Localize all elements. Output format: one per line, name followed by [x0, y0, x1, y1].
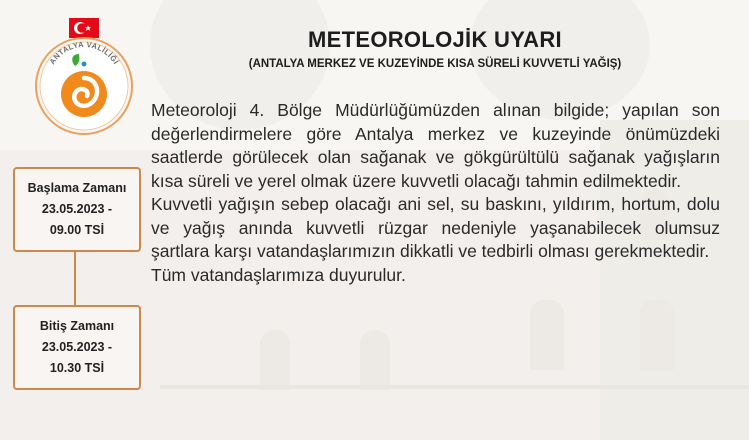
- start-time-box: [13, 167, 141, 252]
- end-time: 10.30 TSİ: [49, 361, 105, 375]
- antalya-valiligi-logo: [32, 16, 136, 136]
- start-time: 09.00 TSİ: [49, 223, 105, 237]
- warning-body: [151, 99, 720, 287]
- warning-paragraph-2: Kuvvetli yağışın sebep olacağı ani sel, su baskını, yıldırım, hortum, dolu ve yağış anında kuvvetli rüzgar nedeniyle yaşanabilecek olumsuz şartlara karşı vatandaşlarımızın dikkatli ve tedbirli olması gerekmektedir.: [151, 194, 720, 261]
- warning-paragraph-3: Tüm vatandaşlarımıza duyurulur.: [151, 264, 406, 285]
- end-time-label: Bitiş Zamanı: [39, 319, 115, 333]
- start-date: 23.05.2023 -: [41, 202, 113, 216]
- page-subtitle: (ANTALYA MERKEZ VE KUZEYİNDE KISA SÜRELİ KUVVETLİ YAĞIŞ): [248, 58, 622, 70]
- warning-paragraph-1: Meteoroloji 4. Bölge Müdürlüğümüzden alınan bilgide; yapılan son değerlendirmelere göre Antalya merkez ve kuzeyinde önümüzdeki saatlerde görülecek olan sağanak ve gökgürültülü sağanak yağışların kısa süreli ve yerel olmak üzere kuvvetli olacağı tahmin edilmektedir.: [151, 100, 720, 191]
- end-date: 23.05.2023 -: [41, 340, 113, 354]
- page-title: METEOROLOJİK UYARI: [308, 27, 562, 52]
- turkish-flag-icon: [69, 18, 99, 38]
- timeline-connector: [74, 250, 76, 305]
- end-time-box: [13, 305, 141, 390]
- start-time-label: Başlama Zamanı: [27, 181, 127, 195]
- logo-text: ANTALYA VALİLİĞİ: [47, 39, 121, 66]
